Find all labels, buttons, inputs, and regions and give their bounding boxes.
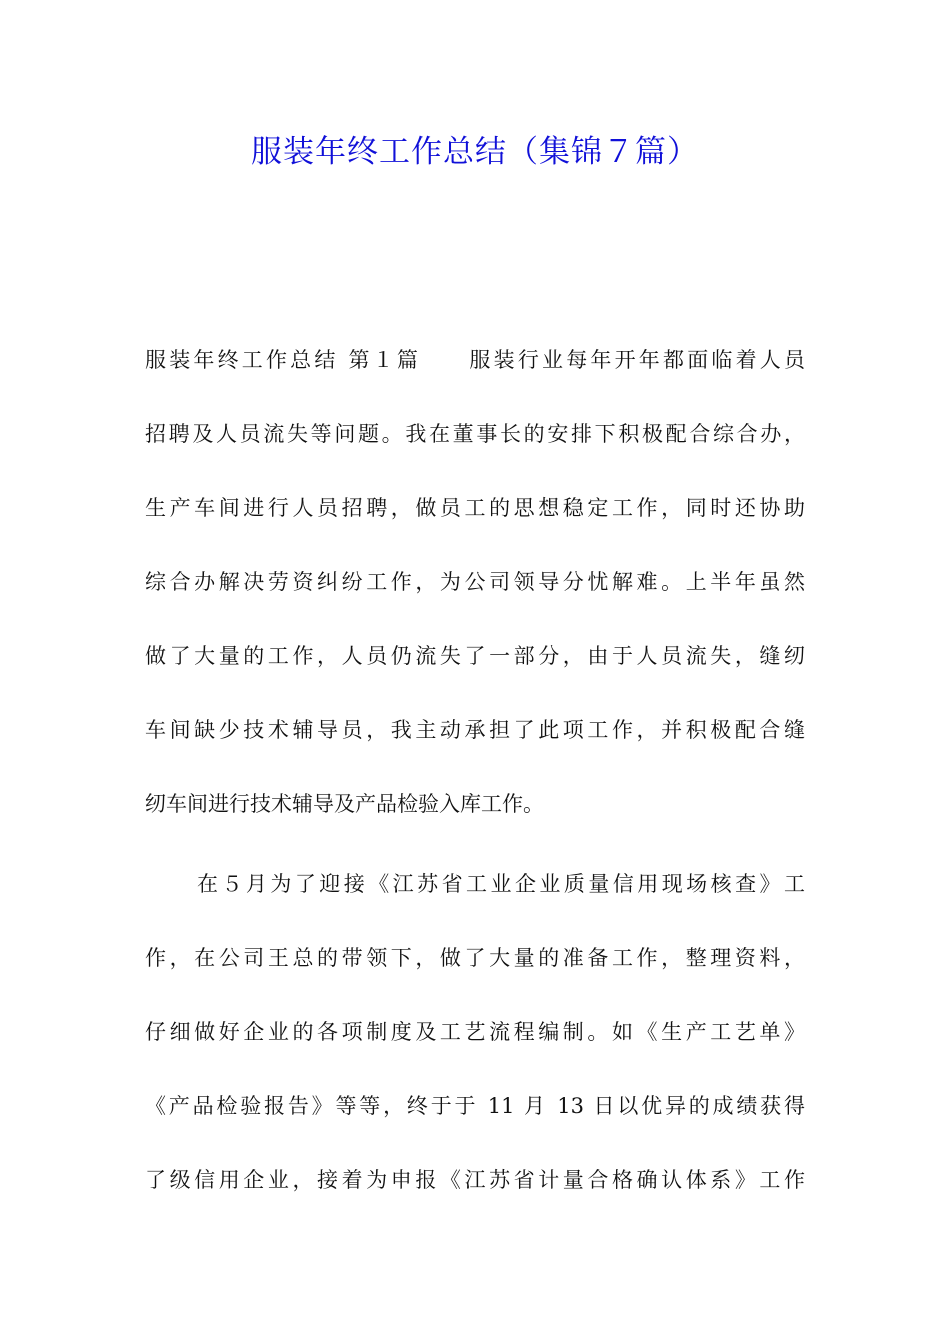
text-line-11: 《产品检验报告》等等，终于于 11 月 13 日以优异的成绩获得: [145, 1094, 805, 1118]
text-line-5: 做了大量的工作，人员仍流失了一部分，由于人员流失，缝纫: [145, 644, 805, 668]
text-line-4: 综合办解决劳资纠纷工作，为公司领导分忧解难。上半年虽然: [145, 570, 805, 594]
text-line-7: 纫车间进行技术辅导及产品检验入库工作。: [145, 792, 544, 816]
document-title: 服装年终工作总结（集锦７篇）: [251, 134, 699, 170]
text-line-8: 在５月为了迎接《江苏省工业企业质量信用现场核查》工: [197, 872, 805, 896]
text-line-1: 服装年终工作总结 第１篇 服装行业每年开年都面临着人员: [145, 348, 805, 372]
text-line-12: 了级信用企业，接着为申报《江苏省计量合格确认体系》工作: [145, 1168, 805, 1192]
text-line-6: 车间缺少技术辅导员，我主动承担了此项工作，并积极配合缝: [145, 718, 805, 742]
text-line-3: 生产车间进行人员招聘，做员工的思想稳定工作，同时还协助: [145, 496, 805, 520]
text-line-2: 招聘及人员流失等问题。我在董事长的安排下积极配合综合办，: [145, 422, 805, 446]
text-line-10: 仔细做好企业的各项制度及工艺流程编制。如《生产工艺单》: [145, 1020, 805, 1044]
text-line-9: 作，在公司王总的带领下，做了大量的准备工作，整理资料，: [145, 946, 805, 970]
